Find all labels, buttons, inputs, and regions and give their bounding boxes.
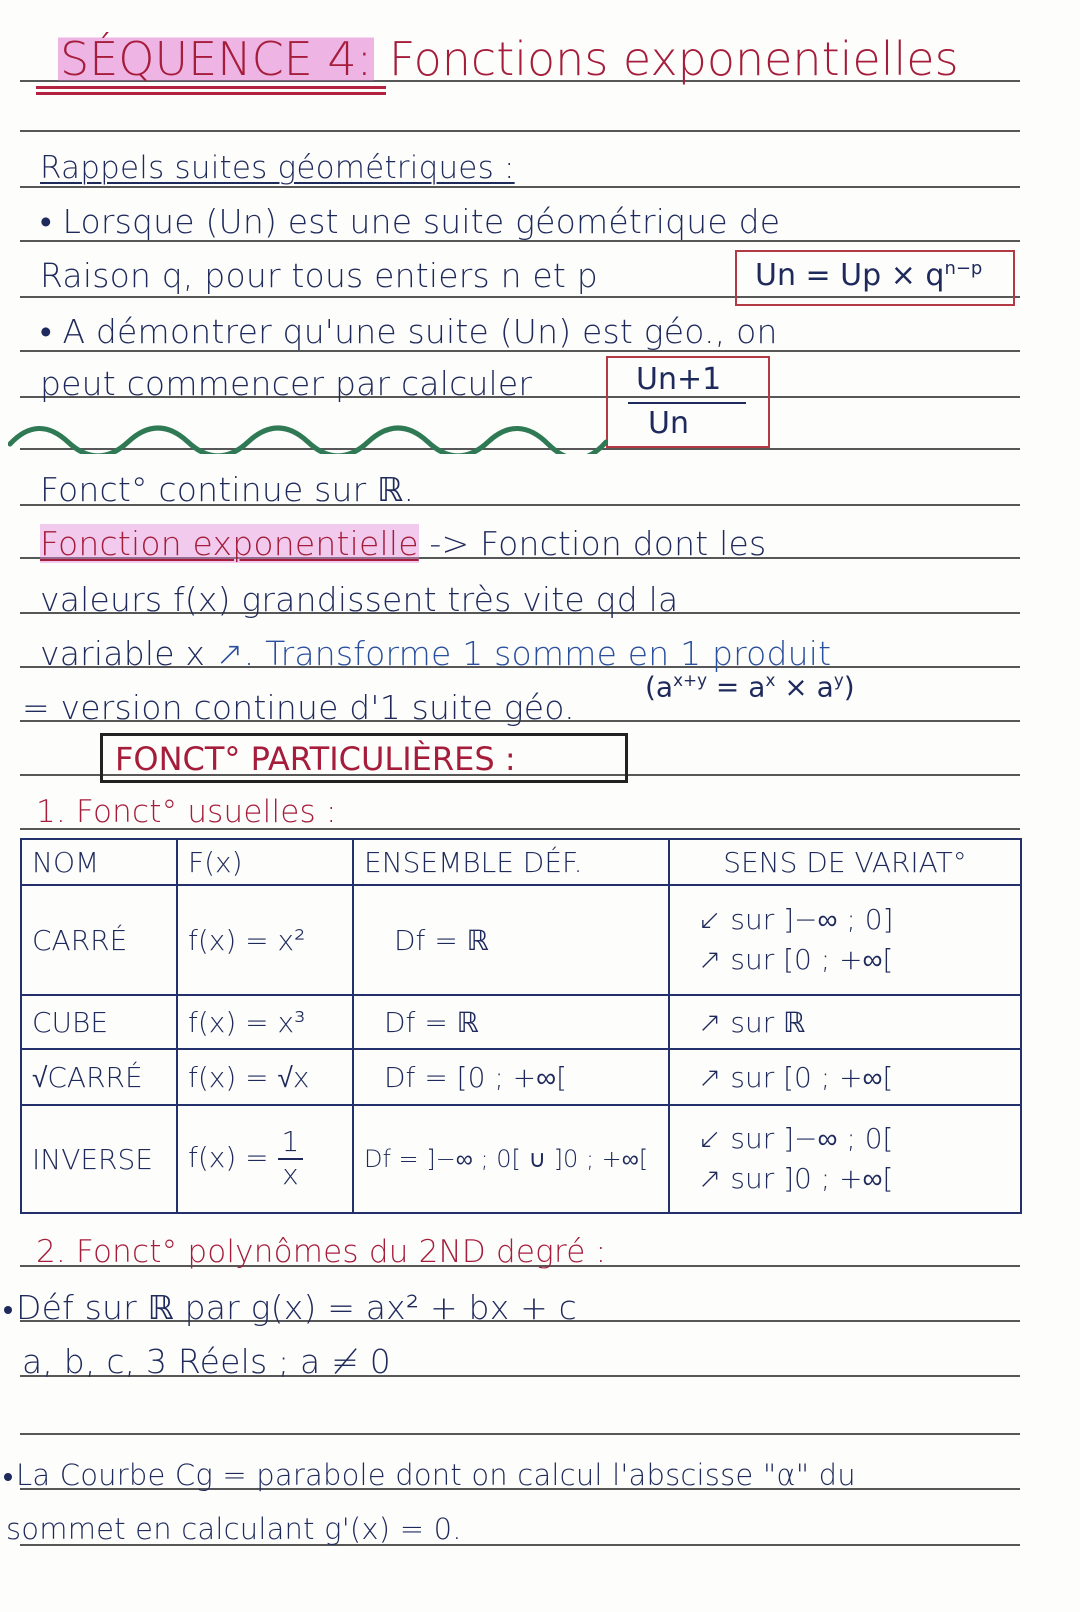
title-double-underline <box>36 92 386 95</box>
exponential-term: Fonction exponentielle <box>40 524 419 563</box>
bullet-icon <box>4 1473 12 1481</box>
continuity-note: Fonct° continue sur ℝ. <box>40 470 415 509</box>
section-heading: FONCT° PARTICULIÈRES : <box>115 740 516 778</box>
cell-variation <box>669 885 1021 995</box>
wavy-separator <box>8 418 608 454</box>
cell-domain: Df = [0 ; +∞[ <box>353 1049 669 1105</box>
sequence-subject: Fonctions exponentielles <box>388 32 959 86</box>
rappels-line-1: • Lorsque (Un) est une suite géométrique de <box>40 202 781 241</box>
page-title <box>58 32 959 86</box>
formula-part: ) <box>843 670 855 704</box>
curve-note-line-2: sommet en calculant g'(x) = 0. <box>6 1512 462 1546</box>
exponential-property-formula <box>645 670 855 703</box>
section-heading-box <box>100 733 628 783</box>
exponential-definition-line-2: valeurs f(x) grandissent très vite qd la <box>40 580 679 619</box>
curve-note-text: La Courbe Cg = parabole dont on calcul l'abscisse "α" du <box>16 1458 856 1492</box>
formula-general-term: Un = Up × q <box>755 258 945 293</box>
table-row <box>21 995 1021 1049</box>
rule-line <box>20 1433 1020 1435</box>
variation-line: ↙ sur ]−∞ ; 0] <box>698 903 894 936</box>
bullet-icon <box>4 1306 12 1314</box>
subsection-heading-polynomials: 2. Fonct° polynômes du 2ND degré : <box>36 1234 607 1270</box>
subsection-heading-usual: 1. Fonct° usuelles : <box>36 794 337 830</box>
exponential-definition-line-1 <box>40 524 766 563</box>
cell-formula <box>177 1105 353 1213</box>
formula-prefix: f(x) = <box>188 1141 278 1174</box>
formula-part: = a <box>707 670 766 704</box>
curve-note-line-1 <box>4 1458 856 1492</box>
exponential-definition-line-4: = version continue d'1 suite géo. <box>22 688 575 727</box>
rule-line <box>20 186 1020 188</box>
variation-line: ↗ sur [0 ; +∞[ <box>698 943 894 976</box>
formula-part: (a <box>645 670 674 704</box>
table-row <box>21 885 1021 995</box>
polynomial-definition-text: Déf sur ℝ par g(x) = ax² + bx + c <box>16 1288 578 1327</box>
variation-line: ↙ sur ]−∞ ; 0[ <box>698 1122 894 1155</box>
fraction-numerator: 1 <box>278 1127 304 1160</box>
definition-property: ↗. Transforme 1 somme en 1 produit <box>205 634 832 673</box>
polynomial-coefficients: a, b, c, 3 Réels ; a ≠ 0 <box>22 1342 391 1381</box>
definition-arrow: -> <box>418 524 481 563</box>
cell-name: CARRÉ <box>21 885 177 995</box>
rappels-line-4: peut commencer par calculer <box>40 364 533 403</box>
sequence-label: SÉQUENCE 4: <box>60 32 373 86</box>
formula-part: x <box>765 670 776 690</box>
ratio-denominator: Un <box>648 406 689 441</box>
formula-part: × a <box>775 670 834 704</box>
formula-box-general-term <box>735 250 1015 306</box>
variation-line: ↗ sur ]0 ; +∞[ <box>698 1162 894 1195</box>
cell-formula: f(x) = √x <box>177 1049 353 1105</box>
cell-name: INVERSE <box>21 1105 177 1213</box>
formula-part: x+y <box>673 670 708 690</box>
title-double-underline <box>36 86 386 89</box>
ratio-numerator: Un+1 <box>636 362 722 397</box>
cell-variation: ↗ sur [0 ; +∞[ <box>669 1049 1021 1105</box>
fraction-bar <box>628 402 746 404</box>
table-row <box>21 1105 1021 1213</box>
cell-variation: ↗ sur ℝ <box>669 995 1021 1049</box>
cell-domain: Df = ]−∞ ; 0[ ∪ ]0 ; +∞[ <box>353 1105 669 1213</box>
table-row <box>21 1049 1021 1105</box>
usual-functions-table <box>20 838 1022 1214</box>
fraction <box>278 1127 304 1191</box>
column-header: SENS DE VARIAT° <box>669 839 1021 885</box>
fraction-denominator: x <box>282 1158 299 1191</box>
formula-box-ratio <box>606 356 770 448</box>
column-header: F(x) <box>177 839 353 885</box>
rule-line <box>20 130 1020 132</box>
definition-variable: variable x <box>40 634 206 673</box>
table-header-row <box>21 839 1021 885</box>
formula-exponent: n−p <box>944 258 983 279</box>
cell-domain: Df = ℝ <box>353 885 669 995</box>
cell-formula: f(x) = x² <box>177 885 353 995</box>
cell-variation <box>669 1105 1021 1213</box>
cell-name: √CARRÉ <box>21 1049 177 1105</box>
definition-text: Fonction dont les <box>480 524 767 563</box>
rappels-heading: Rappels suites géométriques : <box>40 150 515 186</box>
formula-part: y <box>833 670 844 690</box>
exponential-definition-line-3 <box>40 634 831 673</box>
column-header: ENSEMBLE DÉF. <box>353 839 669 885</box>
cell-name: CUBE <box>21 995 177 1049</box>
rappels-line-2: Raison q, pour tous entiers n et p <box>40 256 598 295</box>
cell-domain: Df = ℝ <box>353 995 669 1049</box>
polynomial-definition <box>4 1288 577 1327</box>
column-header: NOM <box>21 839 177 885</box>
rappels-line-3: • A démontrer qu'une suite (Un) est géo., on <box>40 312 778 351</box>
cell-formula: f(x) = x³ <box>177 995 353 1049</box>
